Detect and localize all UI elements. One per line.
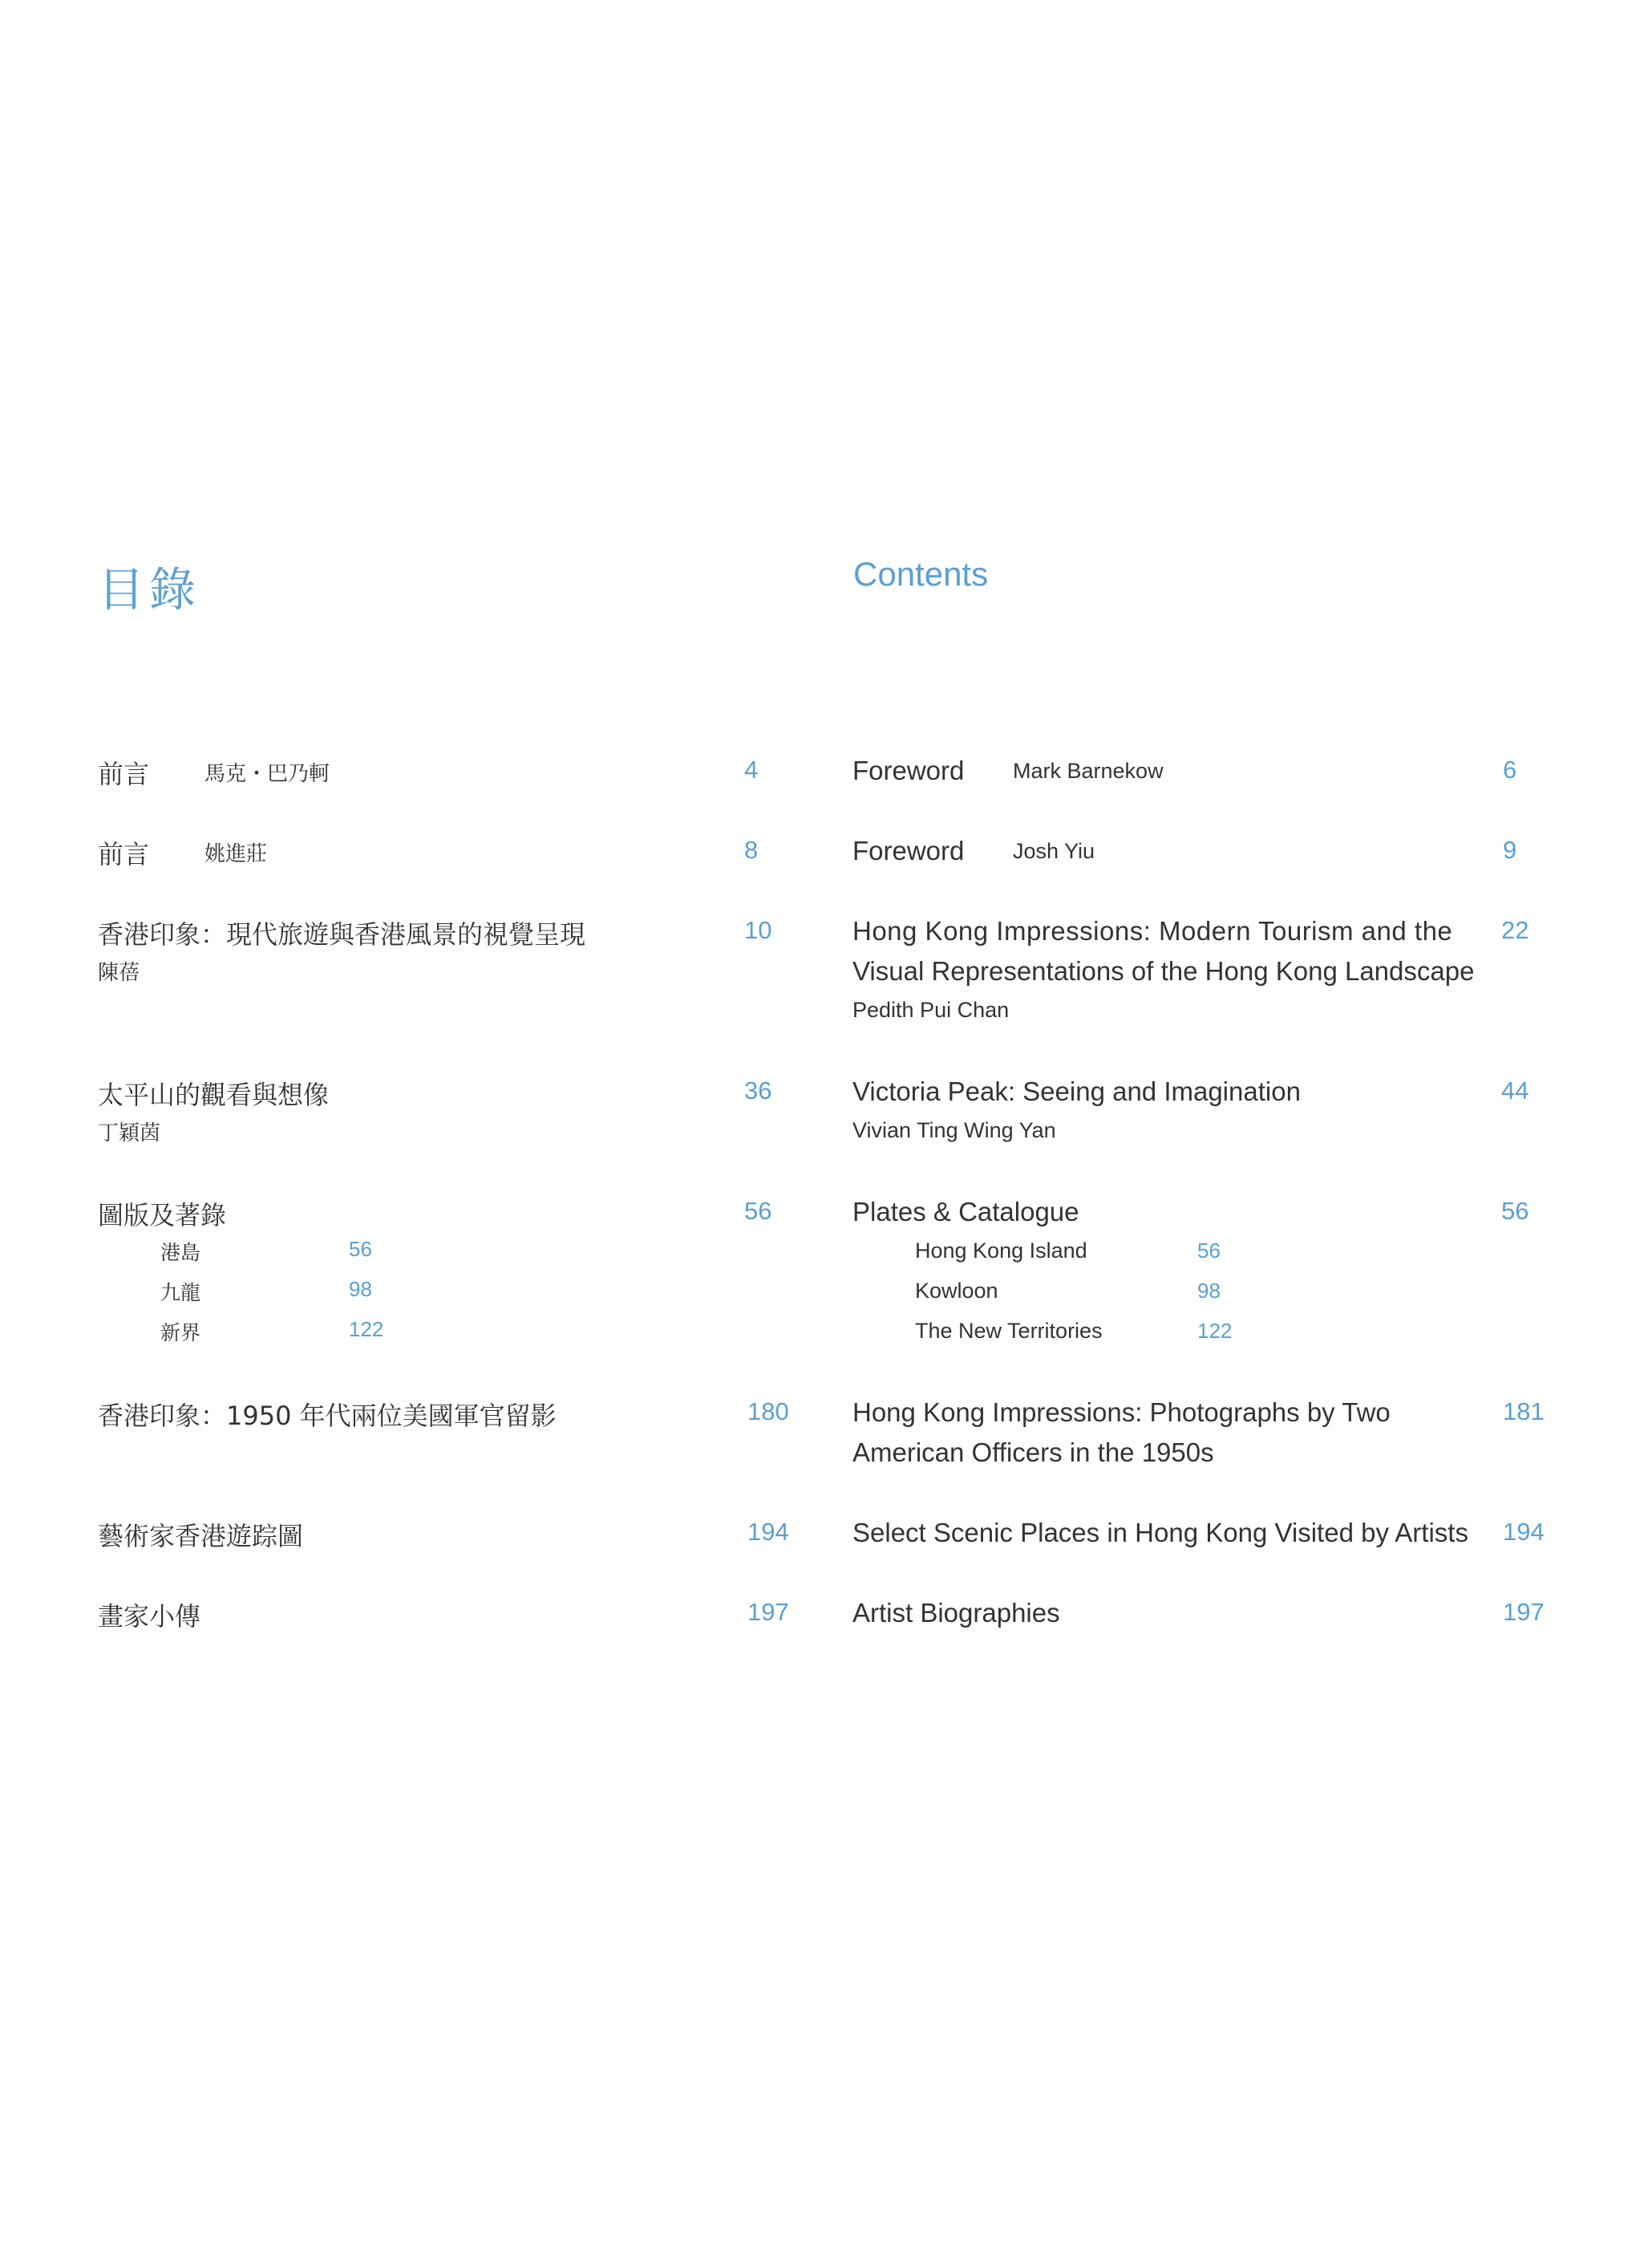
entry-title: Foreword (852, 836, 965, 866)
entry-author: 丁穎茵 (98, 1121, 161, 1145)
entry-page-number: 36 (744, 1076, 772, 1105)
entry-page-number: 194 (1503, 1518, 1545, 1546)
sub-entry-label: 新界 (160, 1321, 201, 1344)
entry-title: 圖版及著錄 (98, 1200, 227, 1230)
entry-title-line-1: Hong Kong Impressions: Modern Tourism and the (852, 916, 1453, 946)
sub-entry-page: 98 (349, 1277, 372, 1301)
sub-entry-page: 98 (1197, 1279, 1221, 1303)
entry-page-number: 194 (747, 1518, 789, 1546)
entry-title: 香港印象：現代旅遊與香港風景的視覺呈現 (98, 919, 586, 950)
sub-entry-page: 122 (349, 1317, 384, 1341)
entry-title: Victoria Peak: Seeing and Imagination (852, 1076, 1301, 1106)
entry-title: 太平山的觀看與想像 (98, 1080, 330, 1110)
entry-title: 香港印象：1950 年代兩位美國軍官留影 (98, 1401, 557, 1431)
entry-title-line-2: Visual Representations of the Hong Kong Landscape (852, 956, 1475, 986)
english-contents-heading: Contents (853, 555, 989, 593)
sub-entry-label: Hong Kong Island (915, 1239, 1087, 1263)
entry-author: Pedith Pui Chan (852, 998, 1010, 1022)
sub-entry-label: 港島 (160, 1241, 201, 1264)
entry-author: Vivian Ting Wing Yan (852, 1118, 1056, 1142)
chinese-contents-heading: 目錄 (98, 562, 201, 617)
entry-title: 前言 (98, 839, 150, 870)
entry-page-number: 4 (744, 756, 759, 784)
entry-page-number: 56 (1501, 1197, 1529, 1225)
entry-page-number: 197 (1503, 1598, 1545, 1626)
entry-title: Artist Biographies (852, 1598, 1060, 1628)
entry-page-number: 22 (1501, 916, 1529, 944)
entry-author: 馬克・巴乃軻 (204, 762, 330, 786)
entry-author: 陳蓓 (98, 961, 140, 985)
entry-author: Josh Yiu (1013, 839, 1095, 863)
entry-page-number: 56 (744, 1197, 772, 1225)
sub-entry-page: 56 (1197, 1239, 1221, 1263)
entry-page-number: 44 (1501, 1076, 1529, 1105)
entry-page-number: 10 (744, 916, 772, 944)
entry-title: 藝術家香港遊踪圖 (98, 1521, 304, 1551)
sub-entry-label: The New Territories (915, 1319, 1103, 1343)
entry-title: Foreword (852, 756, 965, 785)
sub-entry-page: 56 (349, 1237, 372, 1261)
sub-entry-label: 九龍 (160, 1281, 201, 1304)
entry-page-number: 9 (1503, 836, 1517, 864)
sub-entry-page: 122 (1197, 1319, 1233, 1343)
entry-author: 姚進莊 (204, 842, 268, 866)
entry-title-line-1: Hong Kong Impressions: Photographs by Two (852, 1397, 1391, 1427)
entry-page-number: 8 (744, 836, 759, 864)
entry-title: Select Scenic Places in Hong Kong Visited by Artists (852, 1518, 1468, 1547)
entry-title: Plates & Catalogue (852, 1197, 1079, 1226)
entry-title: 畫家小傳 (98, 1601, 201, 1632)
entry-title: 前言 (98, 759, 150, 789)
entry-page-number: 6 (1503, 756, 1517, 784)
entry-page-number: 181 (1503, 1397, 1545, 1425)
sub-entry-label: Kowloon (915, 1279, 998, 1303)
entry-author: Mark Barnekow (1013, 759, 1164, 783)
entry-page-number: 197 (747, 1598, 789, 1626)
entry-page-number: 180 (747, 1397, 789, 1425)
entry-title-line-2: American Officers in the 1950s (852, 1437, 1214, 1467)
